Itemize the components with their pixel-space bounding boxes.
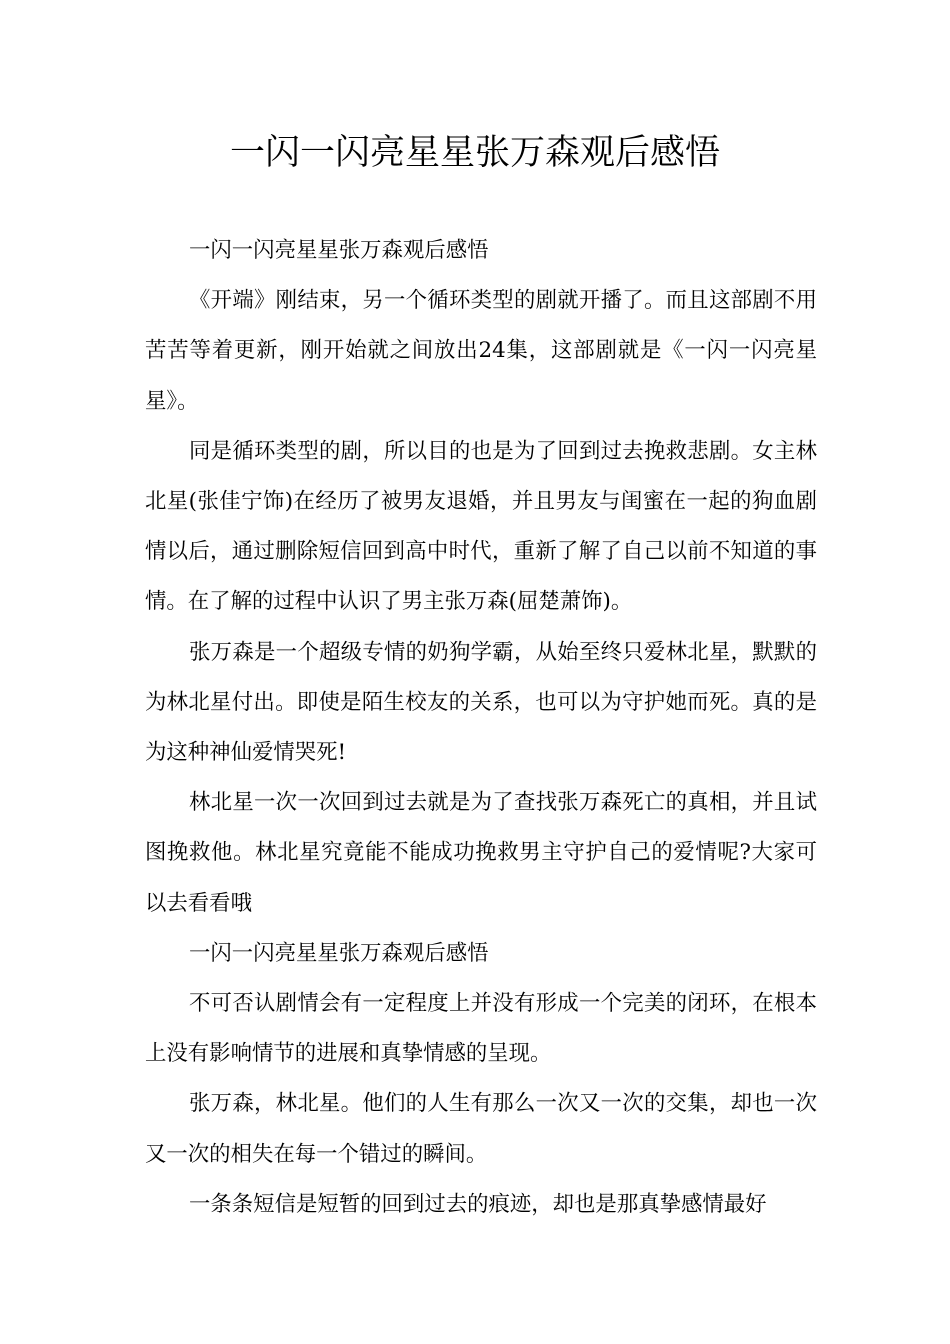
paragraph-subtitle: 一闪一闪亮星星张万森观后感悟 (189, 238, 489, 263)
document-body (145, 226, 817, 1230)
paragraph: 不可否认剧情会有一定程度上并没有形成一个完美的闭环，在根本上没有影响情节的进展和真挚情感的呈现。 (145, 991, 817, 1067)
paragraph: 同是循环类型的剧，所以目的也是为了回到过去挽救悲剧。女主林北星(张佳宁饰)在经历了被男友退婚，并且男友与闺蜜在一起的狗血剧情以后，通过删除短信回到高中时代，重新了解了自己以前不知道的事情。在了解的过程中认识了男主张万森(屈楚萧饰)。 (145, 438, 817, 615)
paragraph: 一条条短信是短暂的回到过去的痕迹，却也是那真挚感情最好 (189, 1191, 767, 1217)
document-title: 一闪一闪亮星星张万森观后感悟 (229, 133, 720, 173)
paragraph-subtitle: 一闪一闪亮星星张万森观后感悟 (189, 940, 489, 966)
paragraph: 张万森，林北星。他们的人生有那么一次又一次的交集，却也一次又一次的相失在每一个错过的瞬间。 (145, 1091, 817, 1167)
paragraph: 张万森是一个超级专情的奶狗学霸，从始至终只爱林北星，默默的为林北星付出。即使是陌生校友的关系，也可以为守护她而死。真的是为这种神仙爱情哭死! (145, 639, 817, 766)
paragraph: 《开端》刚结束，另一个循环类型的剧就开播了。而且这部剧不用苦苦等着更新，刚开始就之间放出24集，这部剧就是《一闪一闪亮星星》。 (145, 288, 817, 414)
paragraph: 林北星一次一次回到过去就是为了查找张万森死亡的真相，并且试图挽救他。林北星究竟能不能成功挽救男主守护自己的爱情呢?大家可以去看看哦 (145, 790, 817, 916)
